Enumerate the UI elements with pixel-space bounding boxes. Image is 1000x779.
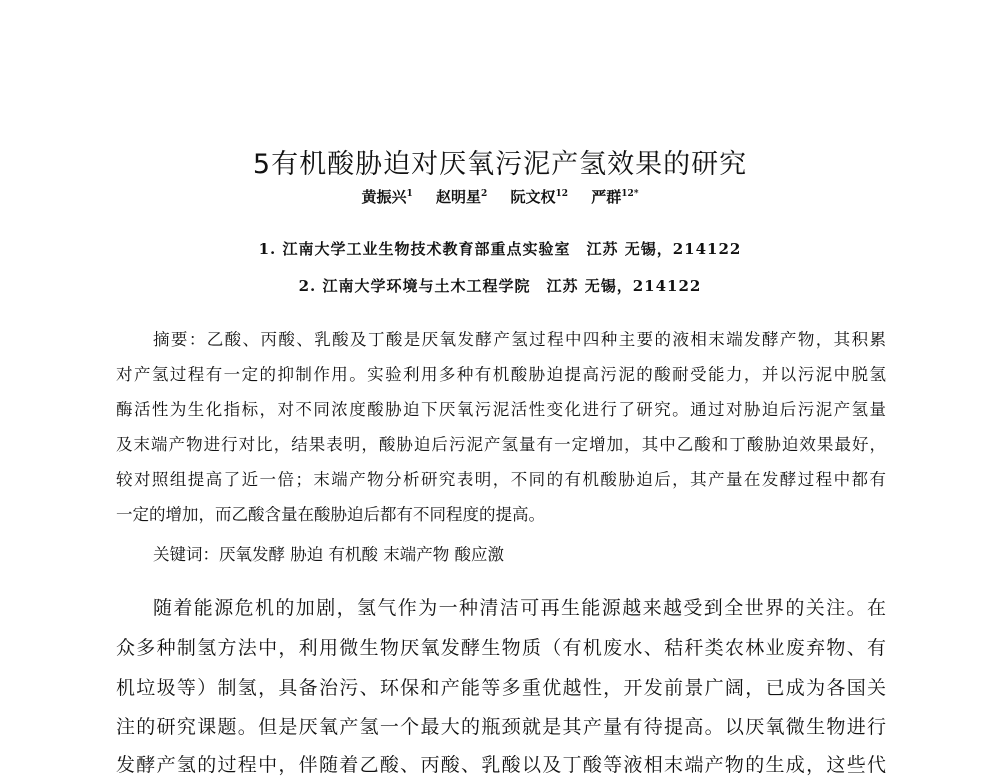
author: 赵明星$^2$ xyxy=(435,188,488,206)
author: 严群$^{12*}$ xyxy=(591,188,639,206)
body-line: 机垃圾等）制氢，具备治污、环保和产能等多重优越性，开发前景广阔，已成为各国关 xyxy=(116,677,886,699)
body-line: 发酵产氢的过程中，伴随着乙酸、丙酸、乳酸以及丁酸等液相末端产物的生成，这些代 xyxy=(116,754,886,776)
abstract-line: 及末端产物进行对比，结果表明，酸胁迫后污泥产氢量有一定增加，其中乙酸和丁酸胁迫效果最好， xyxy=(116,435,886,454)
paper-title: 5有机酸胁迫对厌氧污泥产氢效果的研究 xyxy=(252,149,748,180)
author: 黄振兴$^1$ xyxy=(361,188,413,206)
author: 阮文权$^{12}$ xyxy=(510,188,569,206)
affiliation: 1. 江南大学工业生物技术教育部重点实验室 江苏 无锡，214122 xyxy=(258,240,742,258)
abstract-line: 一定的增加，而乙酸含量在酸胁迫后都有不同程度的提高。 xyxy=(116,505,545,524)
abstract-line: 摘要：乙酸、丙酸、乳酸及丁酸是厌氧发酵产氢过程中四种主要的液相末端发酵产物，其积累 xyxy=(153,330,886,349)
body-line: 众多种制氢方法中，利用微生物厌氧发酵生物质（有机废水、秸秆类农林业废弃物、有 xyxy=(116,637,886,659)
abstract-line: 酶活性为生化指标，对不同浓度酸胁迫下厌氧污泥活性变化进行了研究。通过对胁迫后污泥产氢量 xyxy=(116,400,886,419)
keywords: 关键词：厌氧发酵 胁迫 有机酸 末端产物 酸应激 xyxy=(153,545,504,564)
author-list xyxy=(0,186,1000,207)
abstract-line: 较对照组提高了近一倍；末端产物分析研究表明，不同的有机酸胁迫后，其产量在发酵过程中都有 xyxy=(116,470,886,489)
abstract-line: 对产氢过程有一定的抑制作用。实验利用多种有机酸胁迫提高污泥的酸耐受能力，并以污泥中脱氢 xyxy=(116,365,886,384)
affiliation: 2. 江南大学环境与土木工程学院 江苏 无锡，214122 xyxy=(298,277,702,295)
body-line: 注的研究课题。但是厌氧产氢一个最大的瓶颈就是其产量有待提高。以厌氧微生物进行 xyxy=(116,716,886,738)
body-line: 随着能源危机的加剧，氢气作为一种清洁可再生能源越来越受到全世界的关注。在 xyxy=(153,597,886,619)
